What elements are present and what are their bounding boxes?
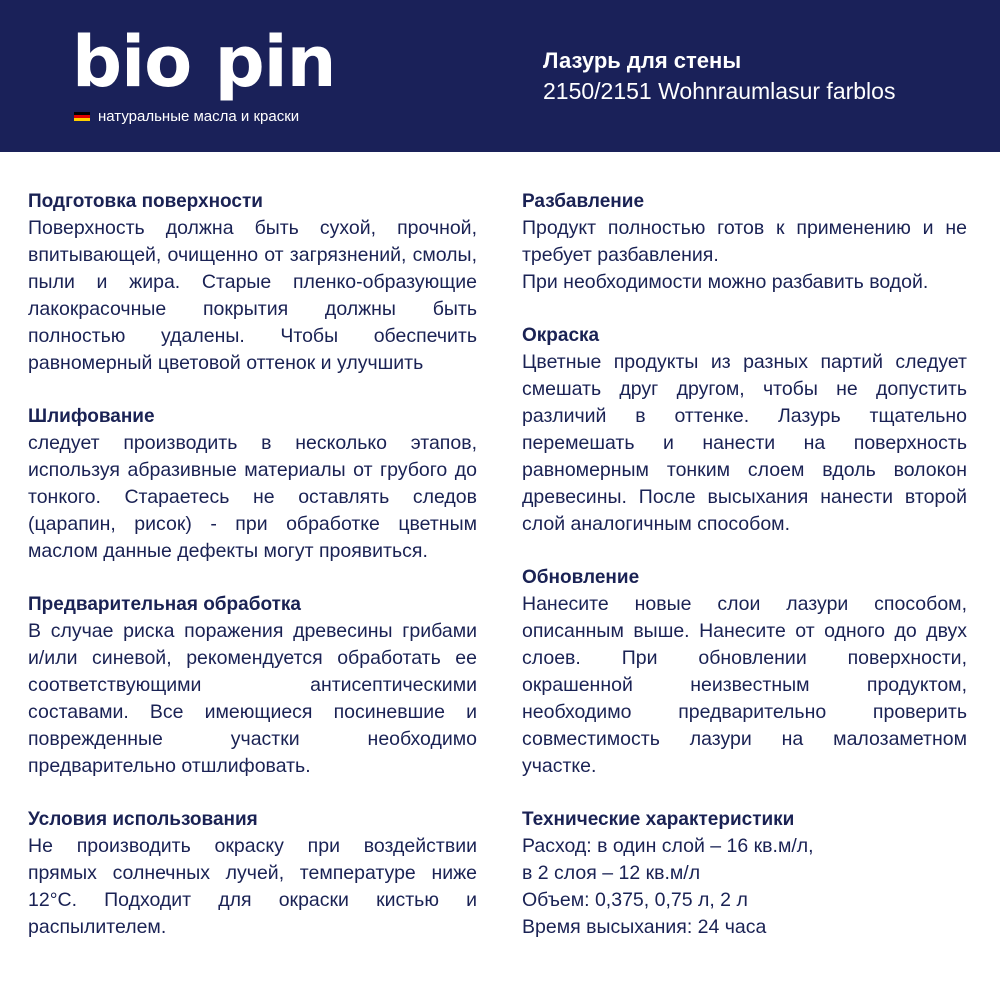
section-body: следует производить в несколько этапов, используя абразивные материалы от грубого до тонкого. Стараетесь не оставлять следов (царапин, рисок) - при обработке цветным маслом данные дефекты могут проявиться. bbox=[28, 432, 477, 562]
spec-line-drying-time: Время высыхания: 24 часа bbox=[522, 916, 767, 938]
section-technical-specs bbox=[522, 806, 967, 941]
spec-line-consumption-one-layer: Расход: в один слой – 16 кв.м/л, bbox=[522, 835, 814, 857]
section-title: Шлифование bbox=[28, 406, 155, 427]
section-title: Обновление bbox=[522, 567, 640, 588]
section-painting bbox=[522, 322, 967, 538]
section-title: Технические характеристики bbox=[522, 809, 795, 830]
product-subtitle: 2150/2151 Wohnraumlasur farblos bbox=[543, 78, 896, 104]
section-body: Не производить окраску при воздействии прямых солнечных лучей, температуре ниже 12°С. Подходит для окраски кистью и распылителем. bbox=[28, 835, 477, 938]
right-column bbox=[522, 188, 967, 967]
left-column bbox=[28, 188, 477, 967]
section-title: Предварительная обработка bbox=[28, 594, 301, 615]
dilution-line: Продукт полностью готов к применению и не требует разбавления. bbox=[522, 217, 967, 266]
germany-flag-icon bbox=[74, 112, 90, 122]
dilution-line: При необходимости можно разбавить водой. bbox=[522, 271, 929, 293]
brand-logo: bio pin bbox=[72, 21, 336, 103]
spec-line-volume: Объем: 0,375, 0,75 л, 2 л bbox=[522, 889, 748, 911]
brand-tagline bbox=[74, 108, 299, 125]
section-body bbox=[522, 215, 967, 296]
product-title: Лазурь для стены bbox=[543, 48, 742, 73]
section-body: В случае риска поражения древесины грибами и/или синевой, рекомендуется обработать ее соответствующими антисептическими составами. Все имеющиеся посиневшие и поврежденные участки необходимо предварительно отшлифовать. bbox=[28, 620, 477, 777]
section-usage-conditions bbox=[28, 806, 477, 941]
section-body: Цветные продукты из разных партий следует смешать друг другом, чтобы не допустить различий в оттенке. Лазурь тщательно перемешать и нанести на поверхность равномерным тонким слоем вдоль волокон древесины. После высыхания нанести второй слой аналогичным способом. bbox=[522, 351, 967, 535]
header-banner bbox=[0, 0, 1000, 152]
section-body: Поверхность должна быть сухой, прочной, впитывающей, очищенно от загрязнений, смолы, пыли и жира. Старые пленко-образующие лакокрасочные покрытия должны быть полностью удалены. Чтобы обеспечить равномерный цветовой оттенок и улучшить bbox=[28, 217, 477, 374]
spec-line-consumption-two-layers: в 2 слоя – 12 кв.м/л bbox=[522, 862, 701, 884]
section-dilution bbox=[522, 188, 967, 296]
section-title: Разбавление bbox=[522, 191, 645, 212]
section-surface-preparation bbox=[28, 188, 477, 377]
tagline-text: натуральные масла и краски bbox=[98, 108, 300, 125]
section-title: Условия использования bbox=[28, 809, 258, 830]
section-pretreatment bbox=[28, 591, 477, 780]
section-renewal bbox=[522, 564, 967, 780]
section-title: Подготовка поверхности bbox=[28, 191, 263, 212]
section-sanding bbox=[28, 403, 477, 565]
section-body: Нанесите новые слои лазури способом, описанным выше. Нанесите от одного до двух слоев. При обновлении поверхности, окрашенной неизвестным продуктом, необходимо предварительно проверить совместимость лазури на малозаметном участке. bbox=[522, 593, 967, 777]
section-title: Окраска bbox=[522, 325, 600, 346]
